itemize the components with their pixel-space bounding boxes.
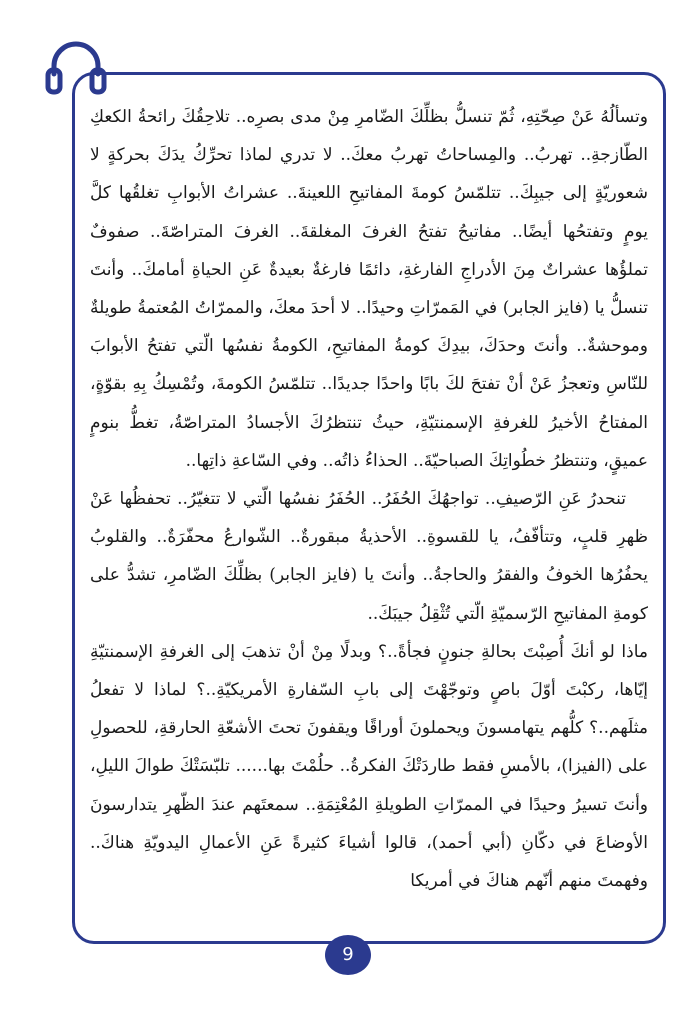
paragraph-3: ماذا لو أنكَ أُصِبْتَ بحالةِ جنونٍ فجأةً..؟ وبدلًا مِنْ أنْ تذهبَ إلى الغرفةِ الإسمنتيّةِ إيّاها، ركبْتَ أوّلَ باصٍ وتوجّهْتَ إلى بابِ السّفارةِ الأمريكيّةِ..؟ لماذا لا تفعلُ مثلَهم..؟ كلُّهم يتهامسونَ ويحملونَ أوراقًا ويقفونَ تحتَ الأشعّةِ الحارقةِ، للحصولِ على (الفيزا)، بالأمسِ فقط طاردَتْكَ الفكرةُ.. حلُمْتَ بها...... تلبّسَتْكَ طوالَ الليلِ، وأنتَ تسيرُ وحيدًا في الممرّاتِ الطويلةِ المُعْتِمَةِ.. سمعتَهم عندَ الظّهرِ يتدارسونَ الأوضاعَ في دكّانِ (أبي أحمد)، قالوا أشياءَ كثيرةً عَنِ الأعمالِ اليدويّةِ هناكَ.. وفهمتَ منهم أنّهم هناكَ في أمريكا bbox=[90, 641, 648, 892]
paragraph-2: تنحدرُ عَنِ الرّصيفِ.. تواجهُكَ الحُفَرُ.. الحُفَرُ نفسُها الّتي لا تتغيّرُ.. تحفظُها عَنْ ظهرِ قلبٍ، وتتأفّفُ، يا للقسوةِ.. الأحذيةُ مبقورةٌ.. الشّوارعُ محفّرَةٌ.. والقلوبُ يحفُرُها الخوفُ والفقرُ والحاجةُ.. وأنتَ يا (فايز الجابر) بظلِّكَ الضّامرِ، تشدُّ على كومةِ المفاتيحِ الرّسميّةِ الّتي تُثْقِلُ جيبَكَ.. bbox=[90, 489, 648, 624]
page-body bbox=[90, 98, 648, 940]
paragraph-1: وتسألُهُ عَنْ صِحّتِهِ، ثُمّ تنسلُّ بظلِّكَ الضّامرِ مِنْ مدى بصرِه.. تلاحِقُكَ رائحةُ الكعكِ الطّازجةِ.. تهربُ.. والمِساحاتُ تهربُ معكَ.. لا تدري لماذا تحرِّكُ يدَكَ بحركةٍ لا شعوريّةٍ إلى جيبِكَ.. تتلمّسُ كومةَ المفاتيحِ اللعينةَ.. عشراتُ الأبوابِ تغلقُها كلَّ يومٍ وتفتحُها أيضًا.. مفاتيحُ تفتحُ الغرفَ المغلقةَ.. الغرفَ المتراصّةَ.. صفوفٌ تملؤُها عشراتٌ مِنَ الأدراجِ الفارغةِ، دائمًا فارغةٌ بعيدةٌ عَنِ الحياةِ أمامكَ.. وأنتَ تنسلُّ يا (فايز الجابر) في المَمرّاتِ وحيدًا.. لا أحدَ معكَ، والممرّاتُ المُعتمةُ طويلةٌ وموحشةٌ.. وأنتَ وحدَكَ، بيدِكَ كومةُ المفاتيحِ، الكومةُ نفسُها الّتي تفتحُ الأبوابَ للنّاسِ وتعجزُ عَنْ أنْ تفتحَ لكَ بابًا واحدًا جديدًا.. تتلمّسُ الكومةَ، وتُمْسِكُ بِهِ بقوّةٍ، المفتاحُ الأخيرُ للغرفةِ الإسمنتيّةِ، حيثُ تنتظرُكَ الأجسادُ المتراصّةُ، تغطُّ بنومٍ عميقٍ، وتنتظرُ خطُواتِكَ الصباحيّةَ.. الحذاءُ ذاتُه.. وفي السّاعةِ ذاتِها.. bbox=[90, 107, 648, 471]
page-number-badge: 9 bbox=[325, 935, 371, 975]
